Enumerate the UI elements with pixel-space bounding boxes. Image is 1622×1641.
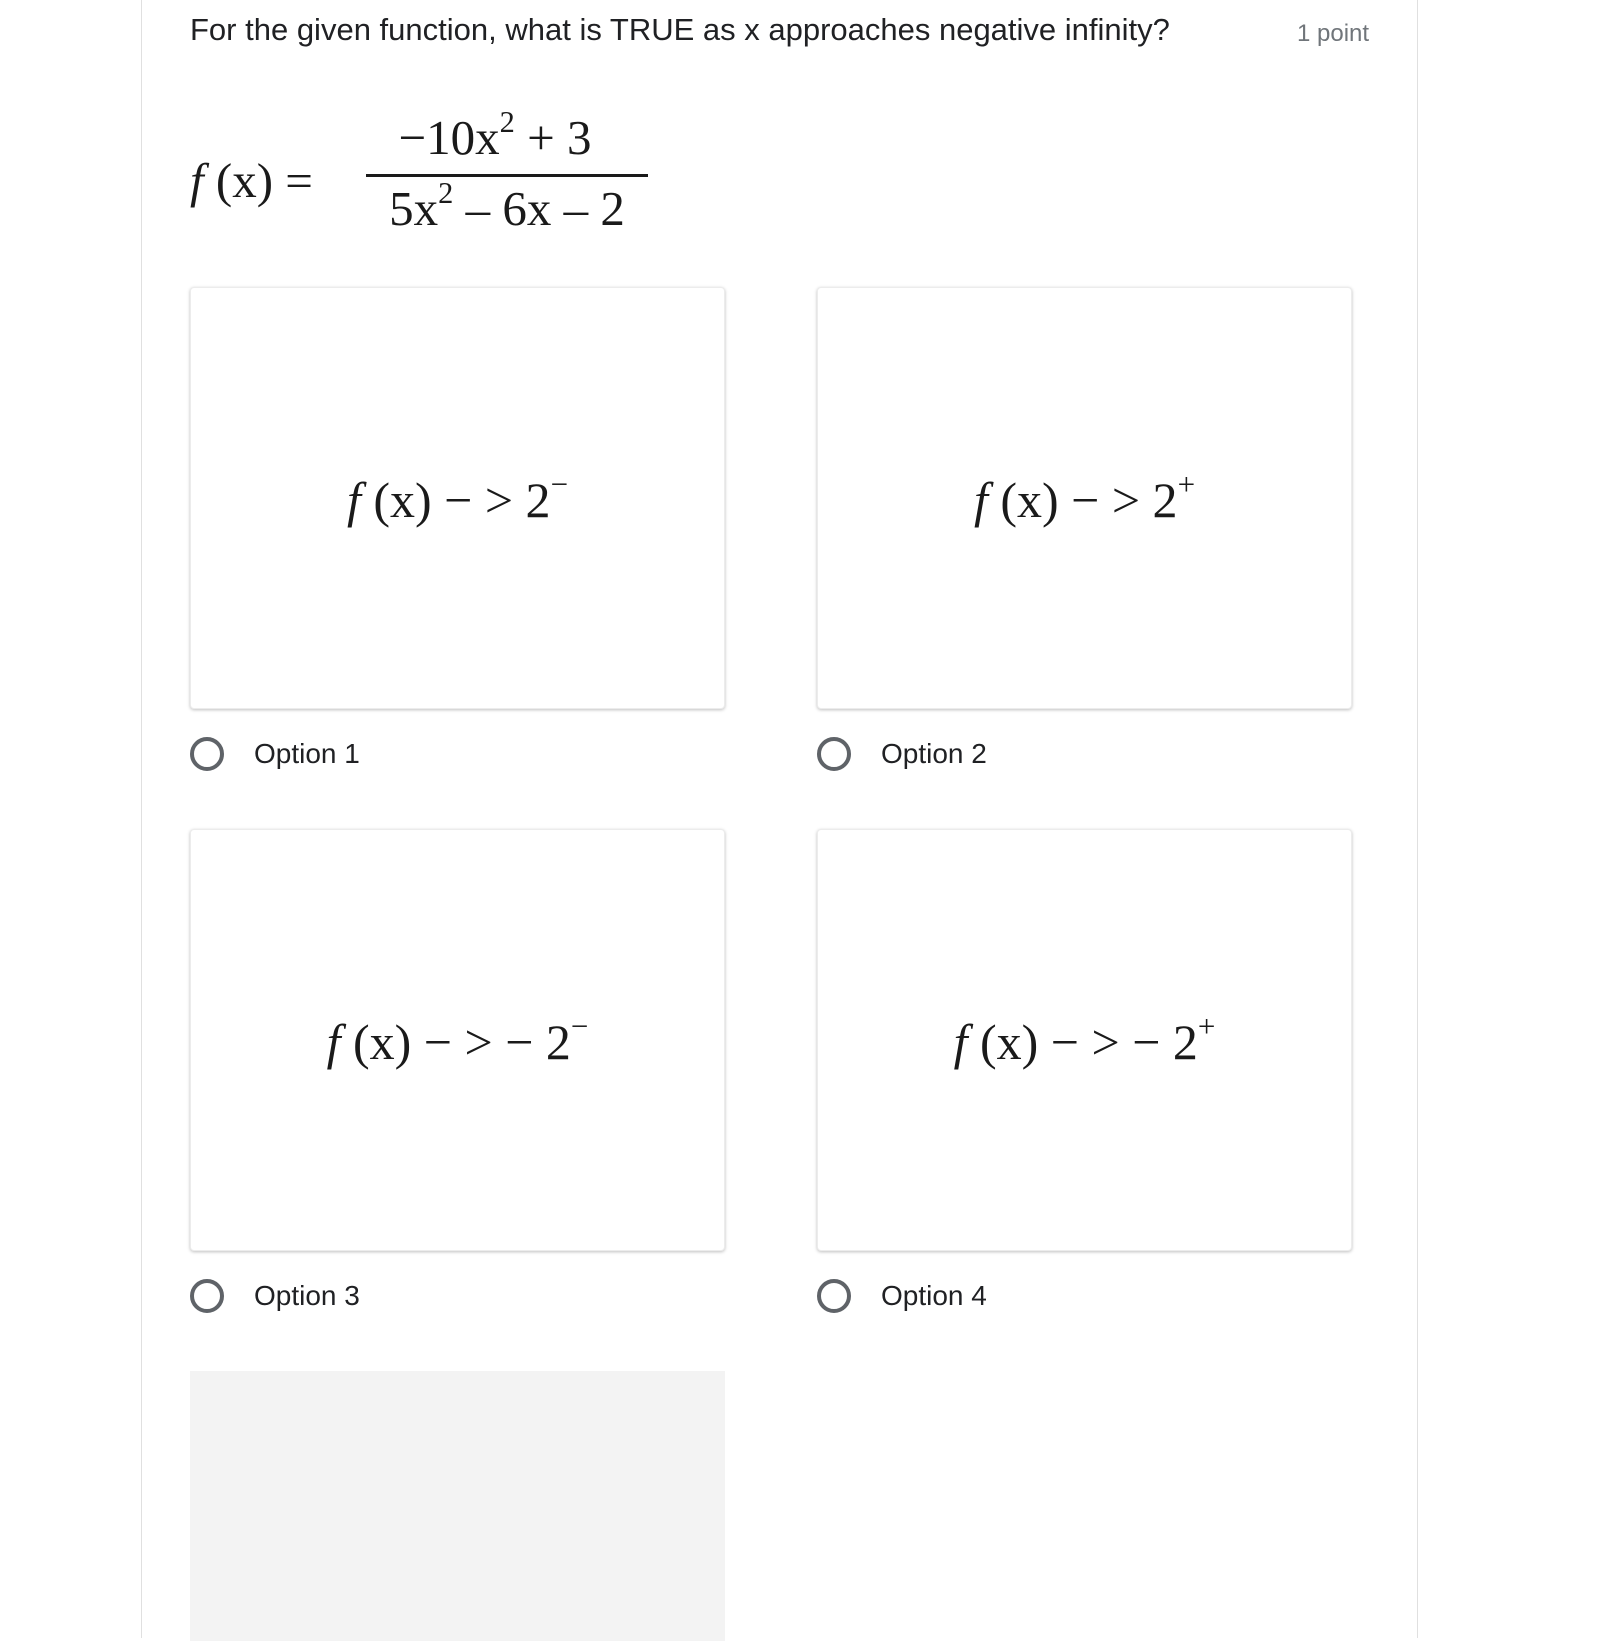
option-4-row[interactable]: [817, 1275, 987, 1317]
option-1-f: f: [346, 472, 361, 528]
option-4-image[interactable]: [817, 829, 1352, 1251]
option-1-label[interactable]: Option 1: [254, 738, 360, 769]
function-equation: [190, 106, 710, 256]
option-1-image[interactable]: [190, 287, 725, 709]
question-card: [141, 0, 1418, 1638]
option-1-radio[interactable]: [190, 737, 224, 771]
numerator-main: −10x: [398, 110, 500, 165]
numerator: [366, 106, 648, 170]
points-label: 1 point: [1297, 20, 1370, 47]
option-2-row[interactable]: [817, 733, 987, 775]
denominator-exponent: 2: [438, 176, 454, 211]
option-3-superscript: −: [570, 1008, 589, 1044]
option-2-expr-text: (x) − > 2: [987, 472, 1178, 528]
option-3-expr-text: (x) − > − 2: [340, 1014, 571, 1070]
option-2-radio[interactable]: [817, 737, 851, 771]
numerator-exponent: 2: [499, 105, 515, 140]
option-2-expression: [818, 466, 1351, 529]
option-2-label[interactable]: Option 2: [881, 738, 987, 769]
option-4-f: f: [953, 1014, 968, 1070]
option-4-expression: [818, 1008, 1351, 1071]
option-1-row[interactable]: [190, 733, 360, 775]
option-4-radio[interactable]: [817, 1279, 851, 1313]
equation-lhs: [190, 152, 313, 209]
option-3-radio[interactable]: [190, 1279, 224, 1313]
denominator: [366, 177, 648, 241]
function-symbol: f: [190, 153, 204, 208]
option-3-label[interactable]: Option 3: [254, 1280, 360, 1311]
option-3-f: f: [326, 1014, 341, 1070]
equation-lhs-rest: (x) =: [203, 153, 313, 208]
question-title: For the given function, what is TRUE as x approaches negative infinity?: [190, 12, 1170, 47]
option-3-image[interactable]: [190, 829, 725, 1251]
option-1-superscript: −: [550, 466, 569, 502]
option-3-expression: [191, 1008, 724, 1071]
option-2-image[interactable]: [817, 287, 1352, 709]
option-2-superscript: +: [1177, 466, 1196, 502]
option-4-expr-text: (x) − > − 2: [967, 1014, 1198, 1070]
fraction: [366, 106, 648, 241]
option-5-image-placeholder: [190, 1371, 725, 1641]
option-1-expr-text: (x) − > 2: [360, 472, 551, 528]
option-1-expression: [191, 466, 724, 529]
option-4-label[interactable]: Option 4: [881, 1280, 987, 1311]
denominator-tail: – 6x – 2: [453, 181, 625, 236]
option-2-f: f: [973, 472, 988, 528]
numerator-tail: + 3: [514, 110, 592, 165]
option-4-superscript: +: [1197, 1008, 1216, 1044]
denominator-main: 5x: [389, 181, 439, 236]
option-3-row[interactable]: [190, 1275, 360, 1317]
